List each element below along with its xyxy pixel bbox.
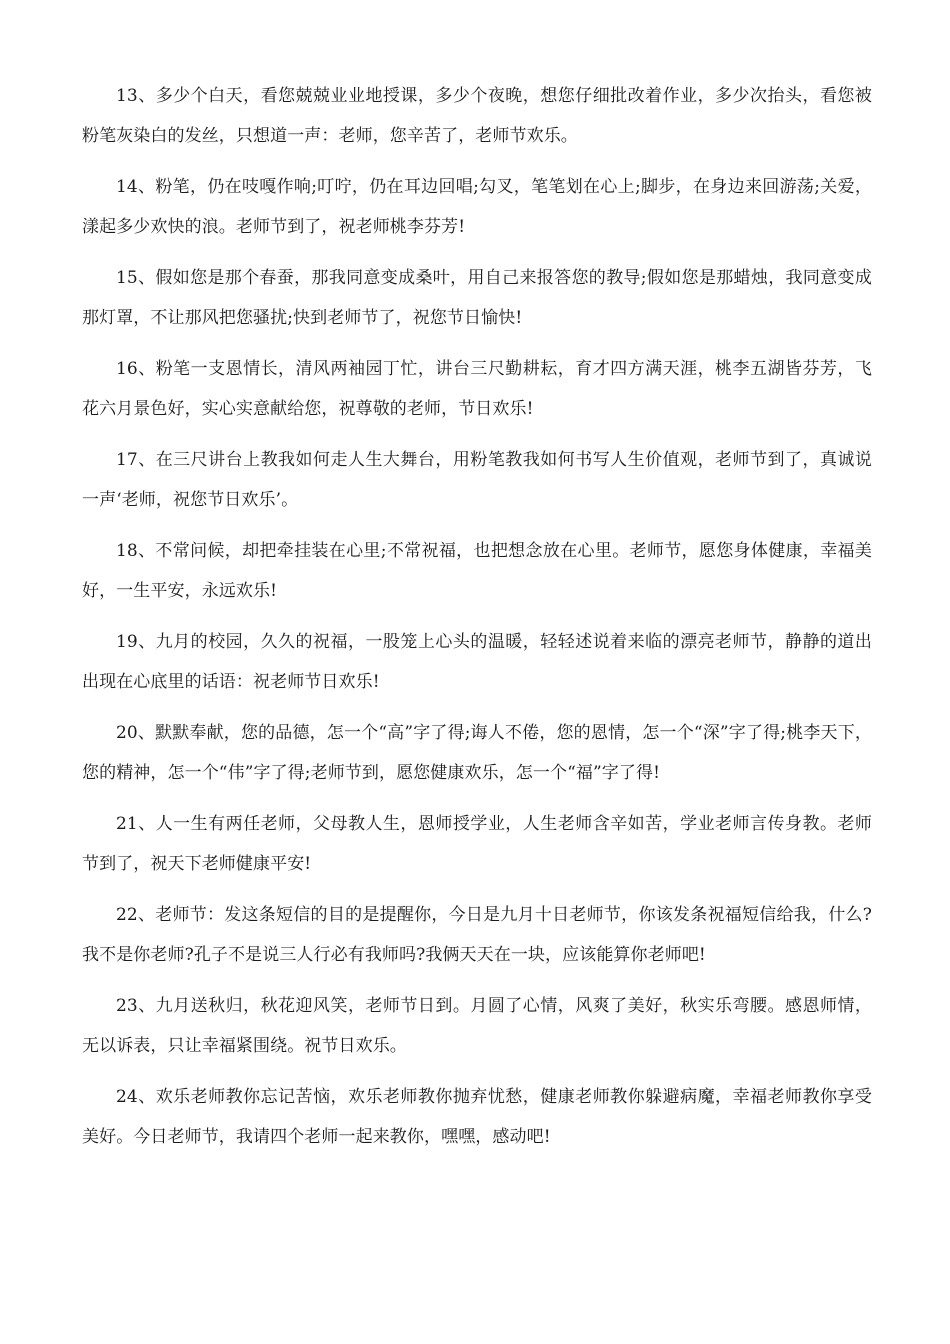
paragraph-16: 16、粉笔一支恩情长，清风两袖园丁忙，讲台三尺勤耕耘，育才四方满天涯，桃李五湖皆芬芳，飞花六月景色好，实心实意献给您，祝尊敬的老师，节日欢乐! <box>82 359 872 419</box>
paragraph-22: 22、老师节：发这条短信的目的是提醒你，今日是九月十日老师节，你该发条祝福短信给我，什么?我不是你老师?孔子不是说三人行必有我师吗?我俩天天在一块，应该能算你老师吧! <box>82 905 872 965</box>
paragraph-17: 17、在三尺讲台上教我如何走人生大舞台，用粉笔教我如何书写人生价值观，老师节到了，真诚说一声‘老师，祝您节日欢乐’。 <box>82 450 872 510</box>
paragraph-21: 21、人一生有两任老师，父母教人生，恩师授学业，人生老师含辛如苦，学业老师言传身教。老师节到了，祝天下老师健康平安! <box>82 814 872 874</box>
paragraph-14: 14、粉笔，仍在吱嘎作响;叮咛，仍在耳边回唱;勾叉，笔笔划在心上;脚步，在身边来回游荡;关爱，漾起多少欢快的浪。老师节到了，祝老师桃李芬芳! <box>82 177 872 237</box>
paragraph-20: 20、默默奉献，您的品德，怎一个“高”字了得;诲人不倦，您的恩情，怎一个“深”字了得;桃李天下，您的精神，怎一个“伟”字了得;老师节到，愿您健康欢乐，怎一个“福”字了得! <box>82 723 872 783</box>
paragraph-24: 24、欢乐老师教你忘记苦恼，欢乐老师教你抛弃忧愁，健康老师教你躲避病魔，幸福老师教你享受美好。今日老师节，我请四个老师一起来教你，嘿嘿，感动吧! <box>82 1087 872 1147</box>
paragraph-19: 19、九月的校园，久久的祝福，一股笼上心头的温暖，轻轻述说着来临的漂亮老师节，静静的道出出现在心底里的话语：祝老师节日欢乐! <box>82 632 872 692</box>
paragraph-23: 23、九月送秋归，秋花迎风笑，老师节日到。月圆了心情，风爽了美好，秋实乐弯腰。感恩师情，无以诉表，只让幸福紧围绕。祝节日欢乐。 <box>82 996 872 1056</box>
paragraph-13: 13、多少个白天，看您兢兢业业地授课，多少个夜晚，想您仔细批改着作业，多少次抬头，看您被粉笔灰染白的发丝，只想道一声：老师，您辛苦了，老师节欢乐。 <box>82 86 872 146</box>
paragraph-18: 18、不常问候，却把牵挂装在心里;不常祝福，也把想念放在心里。老师节，愿您身体健康，幸福美好，一生平安，永远欢乐! <box>82 541 872 601</box>
paragraph-15: 15、假如您是那个春蚕，那我同意变成桑叶，用自己来报答您的教导;假如您是那蜡烛，我同意变成那灯罩，不让那风把您骚扰;快到老师节了，祝您节日愉快! <box>82 268 872 328</box>
document-body <box>82 76 872 1168</box>
